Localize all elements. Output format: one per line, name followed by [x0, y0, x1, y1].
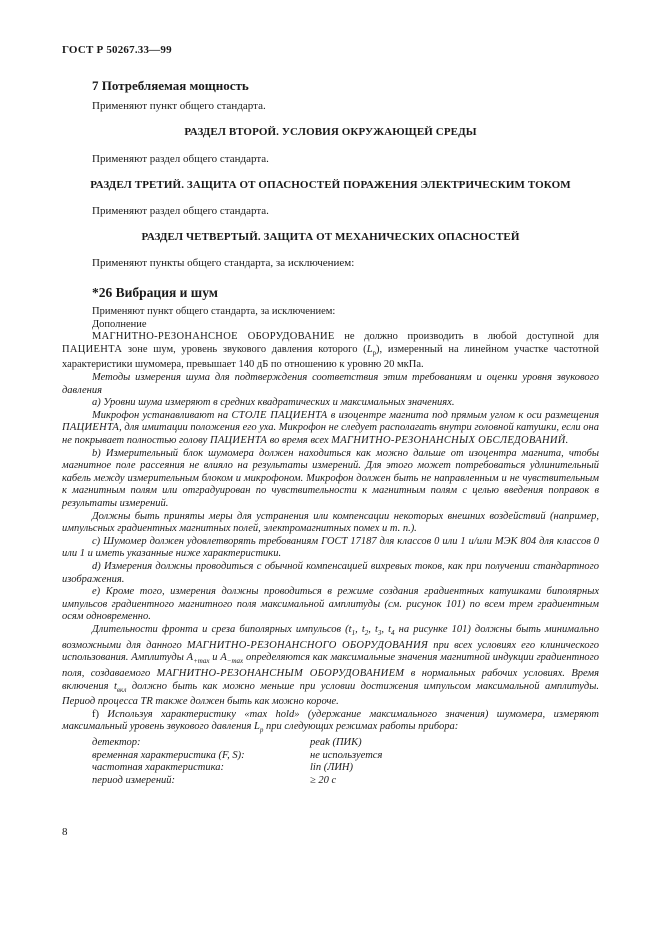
item-d: d) Измерения должны проводиться с обычной компенсацией вихревых токов, как при получении стандартного изображения.: [62, 560, 599, 585]
part-3-text: Применяют раздел общего стандарта.: [92, 205, 269, 217]
item-f: f) Используя характеристику «max hold» (удержание максимального значения) шумомера, измеряют максимальный уровень звукового давления $L_p$ при следующих режимах работы прибора:: [62, 708, 599, 735]
page-number: 8: [62, 826, 68, 838]
item-a: а) Уровни шума измеряют в средних квадратических и максимальных значениях.: [92, 397, 455, 409]
part-2-title: РАЗДЕЛ ВТОРОЙ. УСЛОВИЯ ОКРУЖАЮЩЕЙ СРЕДЫ: [184, 126, 477, 138]
microphone-paragraph: Микрофон устанавливают на СТОЛЕ ПАЦИЕНТА в изоцентре магнита под прямым углом к оси размещения ПАЦИЕНТА, для имитации положения его уха. Микрофон не следует располагать внутри головной катушки, если она не покрывает полностью голову ПАЦИЕНТА во время всех МАГНИТНО-РЕЗОНАНСНЫХ ОБСЛЕДОВАНИЙ.: [62, 409, 599, 447]
compensation-paragraph: Должны быть приняты меры для устранения или компенсации некоторых внешних воздействий (например, импульсных градиентных магнитных полей, электромагнитных помех и т. п.).: [62, 510, 599, 535]
setting-detector: детектор: peak (ПИК): [92, 737, 362, 749]
section-26-body: [62, 306, 599, 787]
item-e: е) Кроме того, измерения должны проводиться в режиме создания градиентных катушками биполярных импульсов градиентного магнитного поля максимальной амплитуды (см. рисунок 101) по всем трем градиентным осям одновременно.: [62, 586, 599, 623]
part-2-text: Применяют раздел общего стандарта.: [92, 153, 269, 165]
part-4-text: Применяют пункты общего стандарта, за исключением:: [92, 257, 355, 269]
pulse-duration-paragraph: Длительности фронта и среза биполярных импульсов ($t_1$, $t_2$, $t_3$, $t_4$ на рисунке 101) должны быть минимально возможными для данного МАГНИТНО-РЕЗОНАНСНОГО ОБОРУДОВАНИЯ при всех условиях его клинического использования. Амплитуды $A_{+max}$ и $A_{-max}$ определяются как максимальные значения магнитной индукции градиентного поля, создаваемого МАГНИТНО-РЕЗОНАНСНЫМ ОБОРУДОВАНИЕМ в нормальных рабочих условиях. Время включения $t_{вкл}$ должно быть как можно меньше при условии достижения импульсом максимальной амплитуды. Период процесса TR также должен быть как можно короче.: [62, 623, 600, 708]
item-c: с) Шумомер должен удовлетворять требованиям ГОСТ 17187 для классов 0 или 1 и/или МЭК 804 для классов 0 или 1 и иметь указанные ниже характеристики.: [62, 535, 599, 560]
addition-label: Дополнение: [92, 318, 147, 330]
setting-measurement-period: период измерений: ≥ 20 с: [92, 774, 337, 786]
methods-paragraph: Методы измерения шума для подтверждения соответствия этим требованиям и оценки уровня звукового давления: [62, 372, 599, 396]
section-26-intro: Применяют пункт общего стандарта, за исключением:: [92, 306, 336, 317]
section-7-heading: 7 Потребляемая мощность: [92, 78, 249, 93]
setting-frequency-characteristic: частотная характеристика: lin (ЛИН): [92, 762, 353, 774]
setting-time-characteristic: временная характеристика (F, S): не используется: [92, 749, 383, 761]
noise-limit-paragraph: МАГНИТНО-РЕЗОНАНСНОЕ ОБОРУДОВАНИЕ не должно производить в любой доступной для ПАЦИЕНТА зоне шум, уровень звукового давления которого $(L_p)$, измеренный на линейном участке частотной характеристики шумомера, превышает 140 дБ по отношению к уровню 20 мкПа.: [62, 331, 599, 371]
section-7-text: Применяют пункт общего стандарта.: [92, 100, 266, 112]
part-4-title: РАЗДЕЛ ЧЕТВЕРТЫЙ. ЗАЩИТА ОТ МЕХАНИЧЕСКИХ ОПАСНОСТЕЙ: [141, 231, 520, 243]
part-3-title: РАЗДЕЛ ТРЕТИЙ. ЗАЩИТА ОТ ОПАСНОСТЕЙ ПОРАЖЕНИЯ ЭЛЕКТРИЧЕСКИМ ТОКОМ: [90, 179, 571, 191]
document-code: ГОСТ Р 50267.33—99: [62, 44, 172, 56]
item-b: b) Измерительный блок шумомера должен находиться как можно дальше от изоцентра магнита, чтобы магнитное поле рассеяния не влияло на результаты измерений. Для этого может потребоваться удлинительный кабель между измерительным блоком и микрофоном. Микрофон должен быть не направленным и не чувствительным к магнитным полям или отградуирован по чувствительности к магнитным полям с целью введения поправок в результаты измерений.: [62, 447, 599, 509]
section-26-heading: *26 Вибрация и шум: [92, 285, 218, 300]
